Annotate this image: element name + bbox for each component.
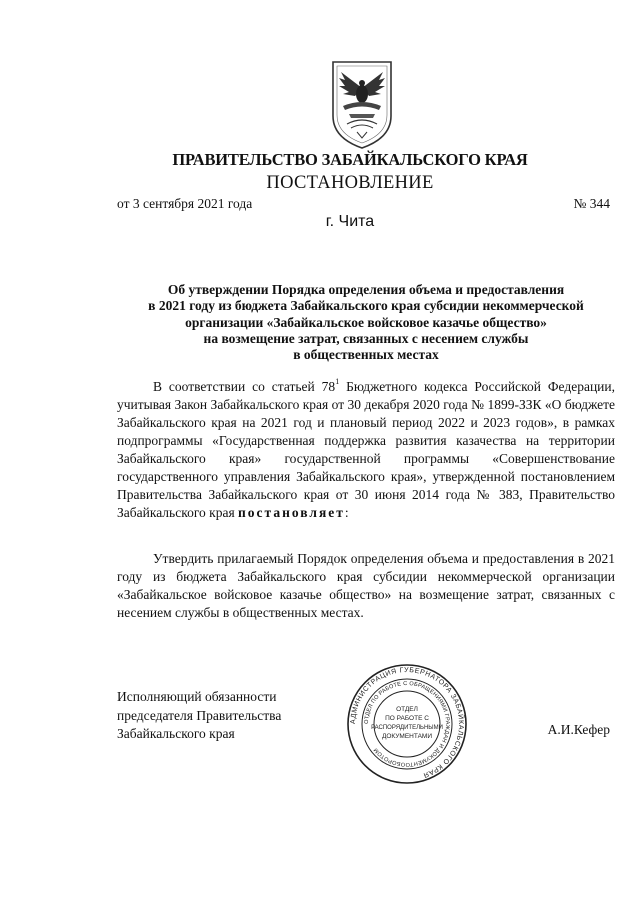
stamp-center-line: ПО РАБОТЕ С: [385, 715, 429, 722]
article-superscript: 1: [335, 377, 340, 386]
title-line: на возмещение затрат, связанных с несением службы: [203, 330, 529, 346]
stamp-center-line: РАСПОРЯДИТЕЛЬНЫМИ: [371, 725, 443, 731]
stamp-outer-text: АДМИНИСТРАЦИЯ ГУБЕРНАТОРА ЗАБАЙКАЛЬСКОГО КРАЯ: [349, 666, 465, 779]
svg-text:ОТДЕЛ ПО РАБОТЕ С ОБРАЩЕНИЯМИ: [364, 681, 450, 767]
document-type: ПОСТАНОВЛЕНИЕ: [266, 173, 434, 193]
signatory-position: [117, 688, 281, 744]
stamp-center-line: ДОКУМЕНТАМИ: [381, 733, 433, 740]
government-name: ПРАВИТЕЛЬСТВО ЗАБАЙКАЛЬСКОГО КРАЯ: [172, 150, 528, 169]
resolution-paragraph: Утвердить прилагаемый Порядок определения объема и предоставления в 2021 году из бюджета Забайкальского края субсидии некоммерческой организации «Забайкальское войсковое казачье общество» на возмещение затрат, связанных с несением службы в общественных местах.: [117, 551, 615, 620]
document-title: [117, 282, 615, 363]
coat-of-arms-emblem: [329, 58, 395, 150]
signatory-line: Забайкальского края: [117, 726, 235, 741]
stamp-inner-text: ОТДЕЛ ПО РАБОТЕ С ОБРАЩЕНИЯМИ ГРАЖДАН И ДОКУМЕНТООБОРОТОМ: [363, 680, 451, 768]
document-number: № 344: [573, 196, 610, 211]
preamble-colon: :: [344, 505, 349, 520]
title-line: организации «Забайкальское войсковое казачье общество»: [185, 314, 547, 330]
title-line: в 2021 году из бюджета Забайкальского края субсидии некоммерческой: [148, 298, 584, 314]
signatory-name: А.И.Кефер: [547, 722, 610, 737]
document-city: г. Чита: [325, 213, 375, 230]
document-date: от 3 сентября 2021 года: [117, 196, 253, 211]
signatory-line: председателя Правительства: [117, 707, 282, 723]
decree-word: постановляет: [238, 505, 345, 520]
preamble-text: Бюджетного кодекса Российской Федерации, учитывая Закон Забайкальского края от 30 декабря 2020 года № 1899-ЗЗК «О бюджете Забайкальского края на 2021 год и плановый период 2022 и 2023 годов», в рамках подпрограммы «Государственная поддержка развития казачества на территории Забайкальского края» государственной программы «Совершенствование государственного управления Забайкальского края», утвержденной постановлением Правительства Забайкальского края от 30 июня 2014 года № 383, Правительство Забайкальского края: [117, 379, 615, 520]
official-stamp: [346, 663, 468, 785]
title-line: Об утверждении Порядка определения объема и предоставления: [167, 282, 565, 297]
stamp-center-line: ОТДЕЛ: [396, 706, 418, 713]
preamble-paragraph: [117, 378, 615, 522]
preamble-text-start: В соответствии со статьей 78: [153, 379, 336, 394]
signatory-line: Исполняющий обязанности: [117, 689, 277, 704]
title-line: в общественных местах: [293, 347, 439, 363]
